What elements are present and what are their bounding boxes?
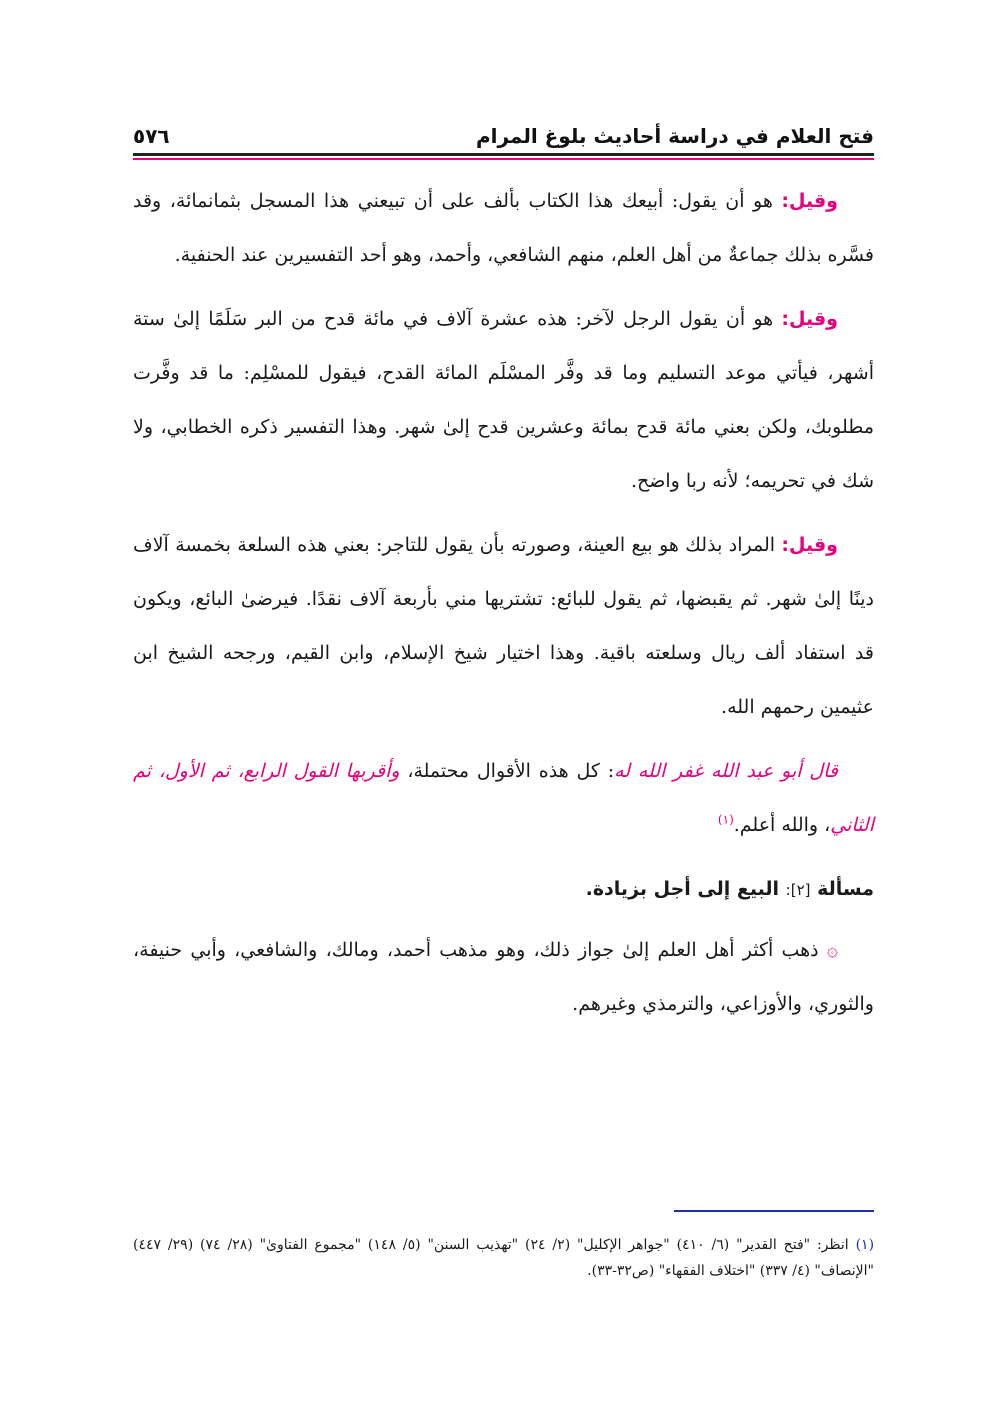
bullet-paragraph-text: ذهب أكثر أهل العلم إلىٰ جواز ذلك، وهو مذهب أحمد، ومالك، والشافعي، وأبي حنيفة، والثوري، والأوزاعي، والترمذي وغيرهم. [133, 939, 874, 1015]
paragraph [133, 174, 874, 282]
footnote-text: انظر: "فتح القدير" (٦/ ٤١٠) "جواهر الإكليل" (٢/ ٢٤) "تهذيب السنن" (٥/ ١٤٨) "مجموع الفتاوىٰ" (٢٨/ ٧٤) (٢٩/ ٤٤٧) "الإنصاف" (٤/ ٣٣٧) "اختلاف الفقهاء" (ص٣٢-٣٣). [133, 1237, 874, 1279]
author-note [133, 744, 874, 852]
book-page [133, 0, 874, 1418]
author-note-prefix: قال أبو عبد الله غفر الله له [614, 760, 838, 782]
header-accent-rule [133, 158, 874, 160]
paragraph-text: المراد بذلك هو بيع العينة، وصورته بأن يقول للتاجر: بعني هذه السلعة بخمسة آلاف دينًا إلىٰ شهر. ثم يقبضها، ثم يقول للبائع: تشتريها مني بأربعة آلاف نقدًا. فيرضىٰ البائع، ويكون قد استفاد ألف ريال وسلعته باقية. وهذا اختيار شيخ الإسلام، وابن القيم، ورجحه الشيخ ابن عثيمين رحمهم الله. [133, 534, 874, 718]
issue-label: مسألة [817, 878, 874, 900]
issue-number: [٢]: [785, 881, 811, 899]
paragraph-label: وقيل: [781, 308, 838, 330]
footnote-separator [674, 1210, 874, 1212]
page-number: ٥٧٦ [133, 124, 170, 148]
footnote [133, 1232, 874, 1284]
paragraph-text: هو أن يقول: أبيعك هذا الكتاب بألف على أن تبيعني هذا المسجل بثمانمائة، وقد فسَّره بذلك جماعةٌ من أهل العلم، منهم الشافعي، وأحمد، وهو أحد التفسيرين عند الحنفية. [133, 190, 874, 266]
running-title: فتح العلام في دراسة أحاديث بلوغ المرام [475, 124, 874, 148]
author-note-highlight: وأقربها القول الرابع، ثم الأول، ثم الثاني [133, 760, 874, 836]
author-note-middle: : كل هذه الأقوال محتملة، [399, 760, 615, 782]
main-text [133, 174, 874, 1041]
paragraph-label: وقيل: [781, 534, 838, 556]
paragraph-text: هو أن يقول الرجل لآخر: هذه عشرة آلاف في مائة قدح من البر سَلَمًا إلىٰ ستة أشهر، فيأتي موعد التسليم وما قد وفَّر المسْلَم المائة القدح، فيقول للمسْلِم: ما قد وفَّرت مطلوبك، ولكن بعني مائة قدح بمائة وعشرين قدح إلىٰ شهر. وهذا التفسير ذكره الخطابي، ولا شك في تحريمه؛ لأنه ربا واضح. [133, 308, 874, 492]
ornament-bullet-icon: ۞ [826, 939, 838, 961]
running-header [133, 120, 874, 156]
issue-heading [133, 862, 874, 917]
bullet-paragraph [133, 923, 874, 1031]
paragraph-label: وقيل: [781, 190, 838, 212]
footnote-mark: (١) [855, 1237, 875, 1253]
footnote-reference[interactable]: (١) [717, 812, 734, 827]
paragraph [133, 518, 874, 734]
header-rule [133, 153, 874, 156]
author-note-suffix: ، والله أعلم. [733, 814, 831, 836]
paragraph [133, 292, 874, 508]
issue-title: البيع إلى أجل بزيادة. [585, 878, 786, 900]
